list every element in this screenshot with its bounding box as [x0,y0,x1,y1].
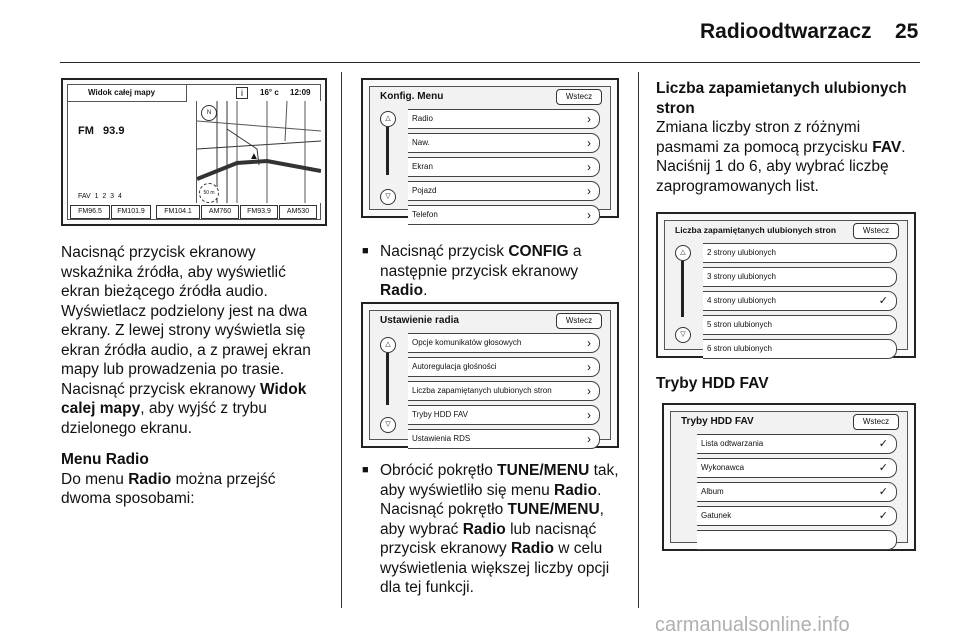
control-name-emphasis: TUNE/MENU [507,501,600,518]
preset-button[interactable]: AM760 [201,205,239,219]
back-button[interactable]: Wstecz [853,223,899,239]
column-divider-right [638,72,639,608]
option-item-empty[interactable] [697,530,897,550]
menu-item-label: Tryby HDD FAV [412,410,469,419]
chevron-right-icon: › [587,336,591,350]
radio-settings-screen [361,302,619,448]
control-name-emphasis: TUNE/MENU [497,462,590,479]
compass-icon[interactable]: N [201,105,217,121]
chevron-right-icon: › [587,160,591,174]
menu-item[interactable] [408,109,600,129]
left-column-text [61,243,323,509]
text-run: Obrócić pokrętło [380,462,498,479]
menu-item-label: Naw. [412,138,430,147]
bullet-item [362,461,627,598]
option-item-selected[interactable] [697,458,897,478]
option-item-selected[interactable] [703,291,897,311]
scroll-down-icon[interactable]: ▽ [380,189,396,205]
checkmark-icon: ✓ [878,295,888,307]
option-label: 3 strony ulubionych [707,272,776,281]
scroll-track[interactable] [681,261,684,317]
option-label: 6 stron ulubionych [707,344,772,353]
option-item[interactable] [703,243,897,263]
page-number: 25 [895,20,919,43]
right-column-text [656,79,926,196]
menu-item-label: Liczba zapamiętanych ulubionych stron [412,386,552,395]
button-name-emphasis: Radio [380,282,424,299]
option-label: 4 strony ulubionych [707,296,776,305]
heading-text: Menu Radio [61,451,149,468]
watermark: carmanualsonline.info [655,614,850,636]
button-name-emphasis: FAV [872,138,902,156]
option-item[interactable] [703,267,897,287]
chevron-right-icon: › [587,208,591,222]
chevron-right-icon: › [587,112,591,126]
menu-name-emphasis: Radio [462,520,506,538]
scroll-down-icon[interactable]: ▽ [675,327,691,343]
fav-pages-paragraph [656,118,926,196]
config-menu-screen [361,78,619,222]
button-name-emphasis: CONFIG [508,243,569,260]
menu-item[interactable] [408,333,600,353]
checkmark-icon: ✓ [878,438,888,450]
preset-button[interactable]: FM101.9 [111,205,151,219]
chevron-right-icon: › [587,408,591,422]
section-heading [61,450,323,470]
preset-button[interactable]: FM104.1 [156,205,200,219]
hdd-heading [656,374,926,394]
text-run: , aby wybrać [380,501,604,538]
chevron-right-icon: › [587,384,591,398]
screen-title: Tryby HDD FAV [681,416,754,427]
option-label: Lista odtwarzania [701,439,764,448]
menu-item-label: Radio [412,114,433,123]
text-run: , aby wyjść z trybu dzielonego ekranu. [61,400,267,437]
heading-text: Liczba zapamietanych ulubionych stron [656,80,907,117]
chevron-right-icon: › [587,432,591,446]
map-screen-title-bar [68,85,187,102]
map-view-button-label: Widok całej mapy [88,88,156,97]
option-item[interactable] [703,339,897,359]
option-item-selected[interactable] [697,482,897,502]
back-button[interactable]: Wstecz [556,313,602,329]
button-name-emphasis: Radio [510,540,554,557]
middle-bullet-2 [362,461,627,598]
preset-bar [70,205,320,219]
text-run: . [423,282,428,299]
text-run: Nacisnąć przycisk [380,243,509,260]
page-header-title: Radioodtwarzacz [700,20,872,43]
menu-item-label: Ustawienia RDS [412,434,471,443]
text-run: Nacisnąć przycisk ekranowy wskaźnika źródła, aby wyświetlić ekran bieżącego źródła audio. Wyświetlacz podzielony jest na dwa ekrany. Z lewej strony wyświetla się ekran źródła audio, a z prawej ekran mapy lub prowadzenia po trasie. Nacisnąć przycisk ekranowy [61,244,311,398]
menu-item-label: Telefon [412,210,438,219]
hdd-fav-screen [662,403,916,551]
option-label: 2 strony ulubionych [707,248,776,257]
menu-item[interactable] [408,157,600,177]
screen-title: Konfig. Menu [380,91,444,102]
scroll-down-icon[interactable]: ▽ [380,417,396,433]
bullet-item [362,242,622,301]
back-button[interactable]: Wstecz [853,414,899,430]
text-run: Zmiana liczby stron z różnymi pasmami za pomocą przycisku [656,119,873,156]
text-run: tak, aby wyświetliło się menu [380,462,619,499]
menu-item-label: Ekran [412,162,433,171]
menu-item-label: Autoregulacja głośności [412,362,497,371]
chevron-right-icon: › [587,136,591,150]
screen-title: Liczba zapamiętanych ulubionych stron [675,225,837,235]
text-run: Do menu [61,470,129,488]
option-item-selected[interactable] [697,506,897,526]
back-button[interactable]: Wstecz [556,89,602,105]
heading-text: Tryby HDD FAV [656,375,769,392]
scroll-up-icon[interactable]: △ [675,245,691,261]
preset-button[interactable]: FM93.9 [240,205,278,219]
scroll-up-icon[interactable]: △ [380,111,396,127]
text-run: można przejść dwoma sposobami: [61,470,276,507]
temperature: 16° c [260,88,279,97]
section-heading [656,374,926,394]
scroll-track[interactable] [386,353,389,405]
header-rule [60,62,920,63]
checkmark-icon: ✓ [878,486,888,498]
text-run: a następnie przycisk ekranowy [380,243,582,280]
text-run: . Naciśnij 1 do 6, aby wybrać liczbę zaprogramowanych list. [656,138,906,195]
option-item-selected[interactable] [697,434,897,454]
middle-bullet-1 [362,242,622,301]
option-label: Wykonawca [701,463,745,472]
text-run: w celu wyświetlenia większej liczby opcji dla tej funkcji. [380,540,610,596]
menu-item[interactable] [408,405,600,425]
map-panel[interactable] [196,101,321,203]
menu-item[interactable] [408,133,600,153]
menu-name-emphasis: Radio [554,481,598,499]
zoom-scale-icon[interactable]: 50 m [199,183,219,203]
station-display: FM 93.9 [78,125,125,137]
option-label: 5 stron ulubionych [707,320,772,329]
preset-button[interactable]: FM96.5 [70,205,110,219]
clock: 12:09 [290,88,311,97]
chevron-right-icon: › [587,360,591,374]
preset-button[interactable]: AM530 [279,205,317,219]
chevron-right-icon: › [587,184,591,198]
section-heading [656,79,926,118]
menu-item[interactable] [408,357,600,377]
intro-paragraph [61,243,323,438]
text-run: . Nacisnąć pokrętło [380,481,602,518]
fav-pages-screen [656,212,916,358]
menu-item[interactable] [408,429,600,449]
map-screen-figure [61,78,327,226]
menu-item[interactable] [408,381,600,401]
menu-item-label: Pojazd [412,186,437,195]
option-item[interactable] [703,315,897,335]
option-label: Album [701,487,724,496]
scroll-up-icon[interactable]: △ [380,337,396,353]
option-label: Gatunek [701,511,732,520]
menu-name-emphasis: Radio [128,470,172,488]
vehicle-position-icon: ▲ [249,151,259,162]
fav-pages: FAV 1 2 3 4 [78,193,122,200]
screen-title: Ustawienie radia [380,315,459,326]
checkmark-icon: ✓ [878,462,888,474]
text-run: lub nacisnąć przycisk ekranowy [380,520,597,557]
menu-item[interactable] [408,205,600,225]
checkmark-icon: ✓ [878,510,888,522]
button-name-emphasis: Widok calej mapy [61,380,307,417]
info-icon: i [236,87,248,99]
column-divider-left [341,72,342,608]
radio-menu-paragraph [61,470,323,509]
menu-item[interactable] [408,181,600,201]
menu-item-label: Opcje komunikatów głosowych [412,338,522,347]
scroll-track[interactable] [386,127,389,175]
